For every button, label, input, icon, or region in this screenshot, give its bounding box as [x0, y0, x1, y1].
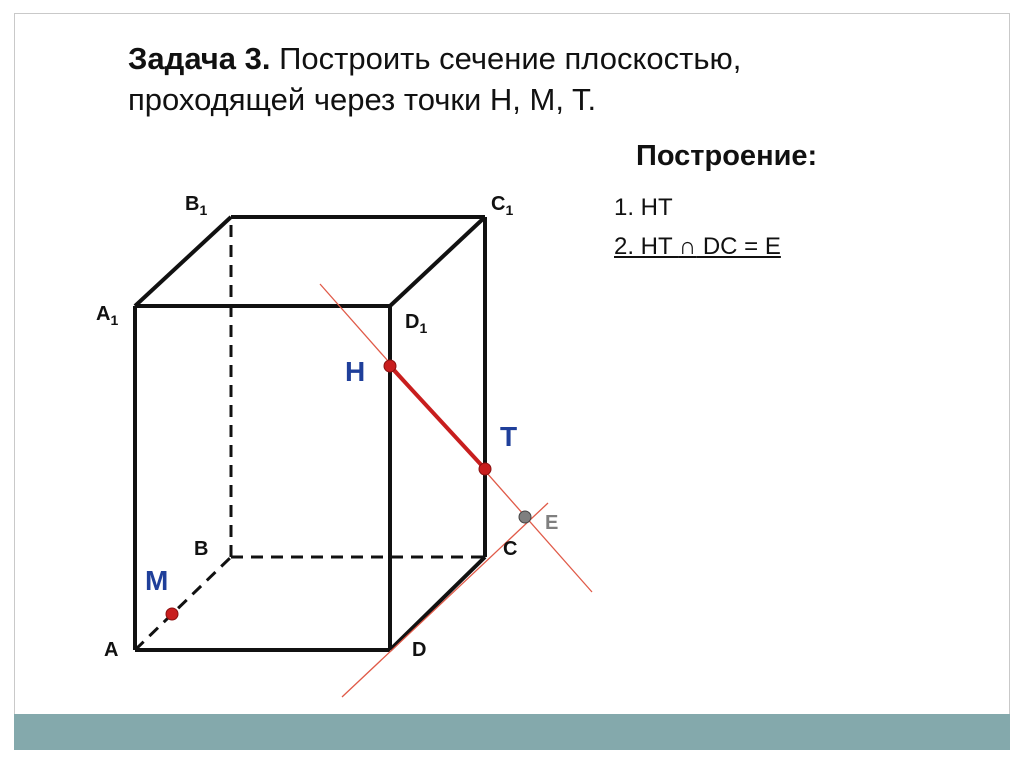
label-e: E: [545, 512, 559, 534]
point-m: [166, 608, 178, 620]
label-h: H: [345, 356, 366, 387]
point-h: [384, 360, 396, 372]
construction-heading: Построение:: [636, 140, 818, 172]
label-c1: $C_1$: [491, 193, 514, 218]
edge-dc: [390, 557, 485, 650]
step-2-intersection-symbol: ∩: [678, 233, 697, 260]
task-number: Задача 3.: [128, 41, 271, 76]
point-e: [519, 511, 531, 523]
step-2-suffix: DC = E: [696, 233, 781, 260]
step-2-prefix: 2. HT: [614, 233, 679, 260]
edge-a1b1: [135, 217, 231, 306]
segment-ht: [390, 366, 485, 469]
label-b1: $B_1$: [185, 193, 208, 218]
label-t: T: [500, 421, 518, 452]
task-text-line1: Построить сечение плоскостью,: [270, 41, 742, 76]
point-t: [479, 463, 491, 475]
label-d: D: [412, 639, 427, 661]
label-a: A: [104, 639, 119, 661]
label-m: M: [145, 565, 169, 596]
label-c: C: [503, 538, 518, 560]
line-dc-extended: [342, 503, 548, 697]
construction-step-1: 1. HT: [614, 194, 673, 221]
label-d1: $D_1$: [405, 311, 428, 336]
edge-c1d1: [390, 217, 485, 306]
task-text-line2: проходящей через точки H, M, T.: [128, 82, 597, 117]
label-b: B: [194, 538, 209, 560]
label-a1: $A_1$: [96, 303, 119, 328]
